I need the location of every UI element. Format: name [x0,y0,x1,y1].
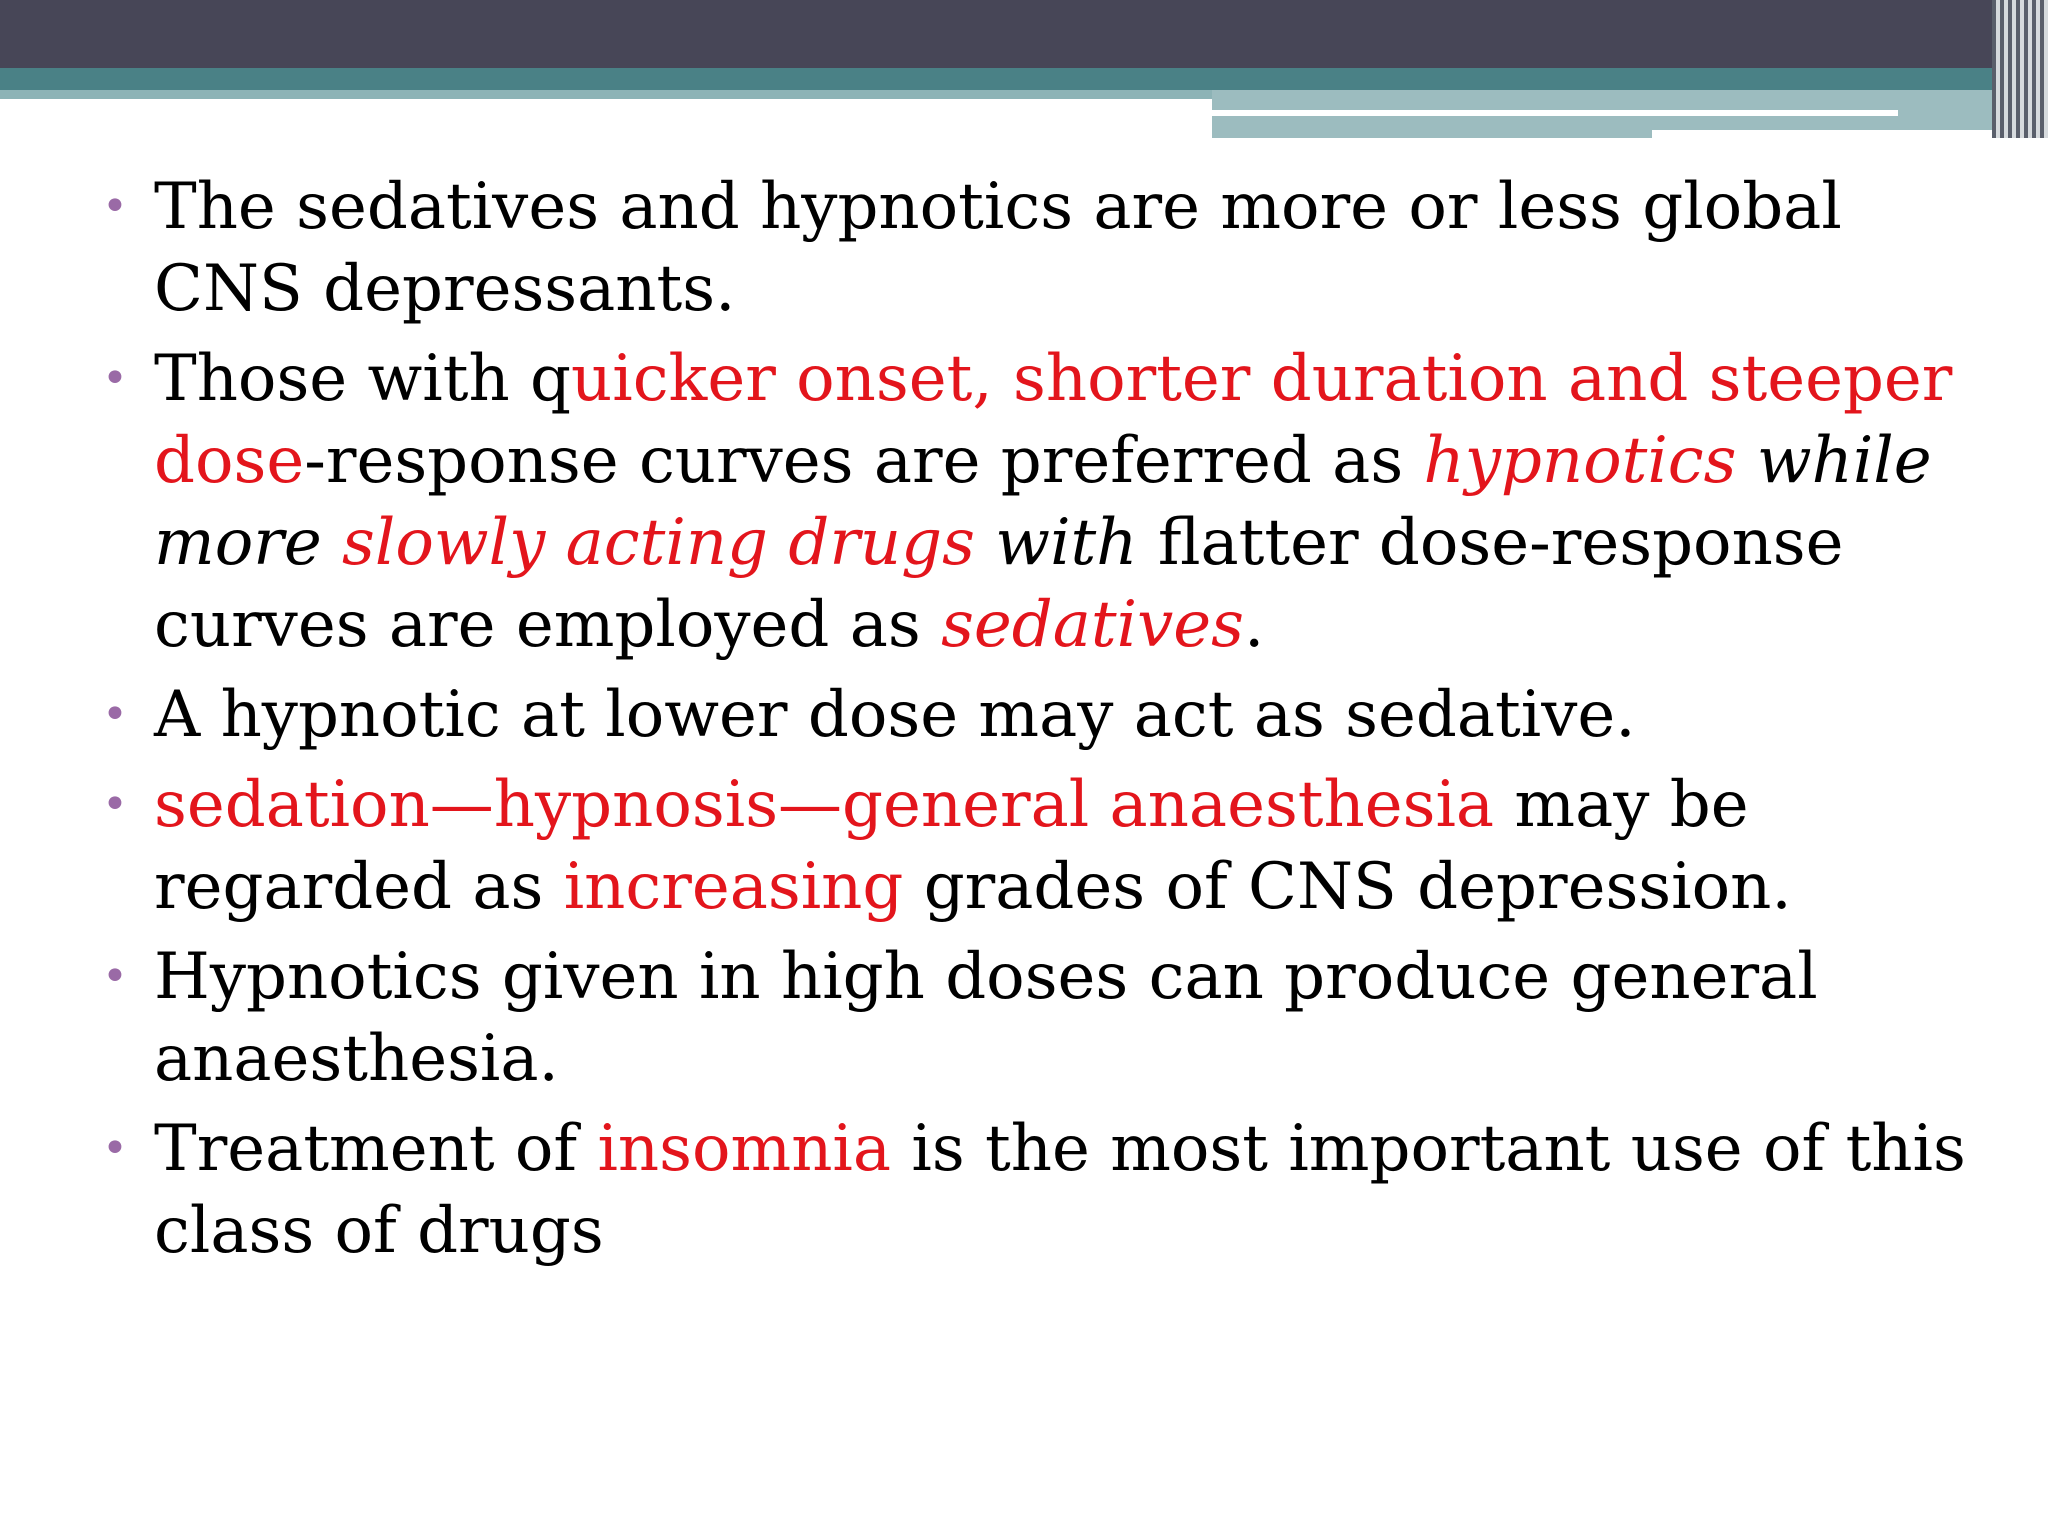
highlight-text: uicker onset, shorter duration and steeper dose [154,342,1953,498]
bullet-item [96,674,1996,756]
highlight-text: insomnia [597,1112,892,1186]
highlight-text: increasing [563,850,904,924]
bullet-item [96,338,1996,666]
bullet-item [96,166,1996,330]
header-stripes [1992,0,2048,138]
slide-content [96,166,1996,1280]
bullet-dot-icon: • [102,689,128,740]
bullet-text: is the most important use of this class of drugs [154,1112,1966,1268]
bullet-dot-icon: • [102,181,128,232]
bullet-text: may be regarded as [154,768,1749,924]
bullet-dot-icon: • [102,353,128,404]
bullet-item [96,764,1996,928]
bullet-dot-icon: • [102,779,128,830]
header-accent-line-lower [1652,130,2008,138]
highlight-italic-text: slowly acting drugs [342,506,975,580]
bullet-text: Hypnotics given in high doses can produce general anaesthesia. [154,940,1818,1096]
bullet-item [96,1108,1996,1272]
header-accent-line [1212,110,1898,116]
italic-text: while more [154,424,1932,580]
highlight-italic-text: hypnotics [1423,424,1737,498]
highlight-italic-text: sedatives [941,588,1244,662]
bullet-text: flatter dose-response curves are employed as [154,506,1844,662]
italic-text: with [974,506,1138,580]
bullet-dot-icon: • [102,951,128,1002]
bullet-list [96,166,1996,1272]
bullet-text: -response curves are preferred as [304,424,1424,498]
bullet-dot-icon: • [102,1123,128,1174]
bullet-item [96,936,1996,1100]
highlight-text: sedation—hypnosis—general anaesthesia [154,768,1495,842]
bullet-text: A hypnotic at lower dose may act as sedative. [154,678,1636,752]
bullet-text: grades of CNS depression. [903,850,1792,924]
bullet-text: . [1243,588,1265,662]
header-band-teal [0,68,2048,90]
header-band-teal-thin [0,90,1212,99]
header-band-dark [0,0,2048,68]
bullet-text: Those with q [154,342,571,416]
bullet-text: Treatment of [154,1112,598,1186]
bullet-text: The sedatives and hypnotics are more or less global CNS depressants. [154,170,1842,326]
